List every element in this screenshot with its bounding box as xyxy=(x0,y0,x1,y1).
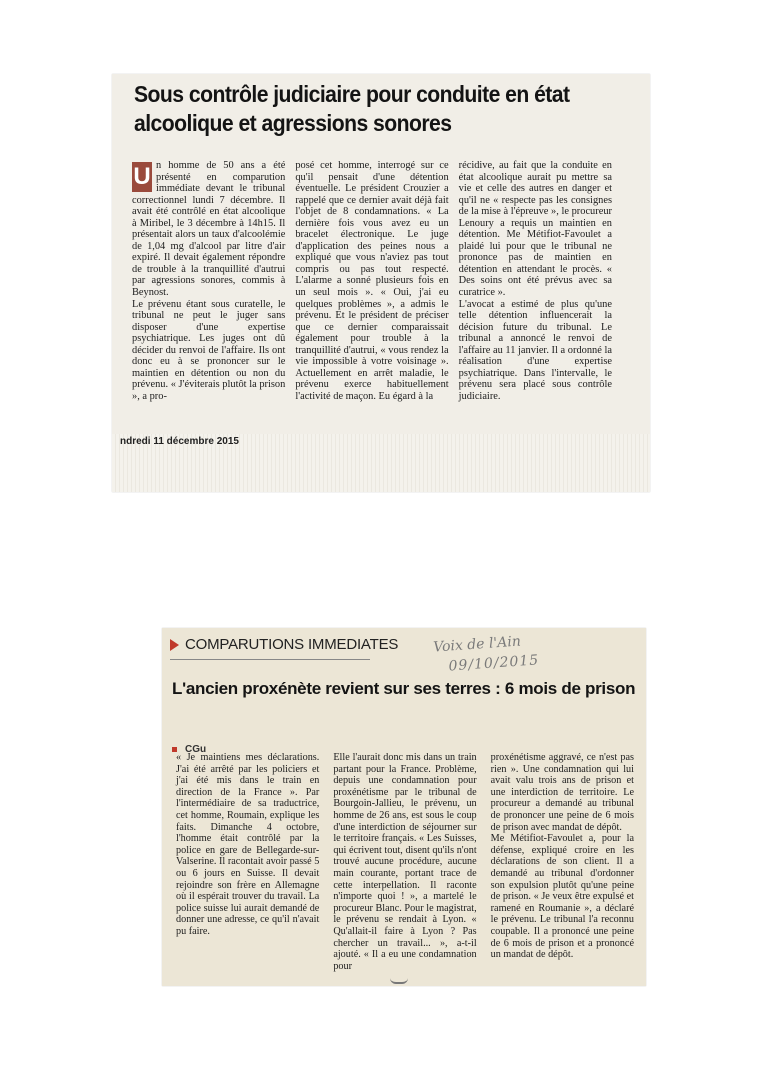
article2-column-2 xyxy=(333,752,476,972)
article1-headline: Sous contrôle judiciaire pour conduite en état alcoolique et agressions sonores xyxy=(134,81,570,136)
handwritten-date: 09/10/2015 xyxy=(448,652,540,675)
article1-column-3 xyxy=(459,160,612,402)
article2-paragraph: proxénétisme aggravé, ce n'est pas rien ». Une condamnation qui lui avait valu trois ans de prison et une interdiction de territoire. Le procureur a demandé au tribunal de prononcer une peine de 6 mois de prison avec mandat de dépôt. xyxy=(490,752,634,833)
article-clipping-2 xyxy=(162,628,646,986)
article1-column-2 xyxy=(295,160,448,402)
byline-author: CGu xyxy=(185,744,207,755)
article2-paragraph: Me Métifiot-Favoulet a, pour la défense, expliqué croire en les déclarations de son client. Il a demandé au tribunal d'ordonner son expulsion plutôt qu'une peine de prison. « Je veux être expulsé et ramené en Roumanie », a déclaré le prévenu. Le tribunal l'a reconnu coupable. Il a prononcé une peine de 6 mois de prison et a prononcé un mandat de dépôt. xyxy=(490,833,634,961)
article-clipping-1 xyxy=(112,74,650,492)
article1-column-1 xyxy=(132,160,285,402)
article1-dateline: ndredi 11 décembre 2015 xyxy=(120,436,239,447)
article2-body xyxy=(176,752,634,972)
article2-paragraph: Elle l'aurait donc mis dans un train partant pour la France. Problème, depuis une condamnation pour proxénétisme par le tribunal de Bourgoin-Jallieu, le prévenu, un homme de 26 ans, est sous le coup d'une interdiction de séjourner sur le territoire français. « Les Suisses, qui écrivent tout, disent qu'ils n'ont trouvé aucune procédure, aucune main courante, portant trace de cette interpellation. Il raconte n'importe quoi ! », a martelé le procureur Blanc. Pour le magistrat, le prévenu se rendait à Lyon. « Qu'allait-il faire à Lyon ? Pas chercher un travail... », a-t-il ajouté. « Il a eu une condamnation pour xyxy=(333,752,477,972)
article2-rubric xyxy=(170,636,398,653)
rubric-divider xyxy=(170,659,370,660)
article1-paragraph: Le prévenu étant sous curatelle, le tribunal ne peut le juger sans disposer d'une expertise psychiatrique. Les juges ont dû décider du renvoi de l'affaire. Ils ont donc eu à se prononcer sur le maintien en détention ou non du prévenu. « J'éviterais plutôt la prison », a pro- xyxy=(132,298,286,402)
handwritten-source-note xyxy=(433,626,596,683)
rubric-arrow-icon xyxy=(170,639,179,651)
article2-headline: L'ancien proxénète revient sur ses terres : 6 mois de prison xyxy=(172,679,636,698)
pen-scribble-mark xyxy=(390,976,408,984)
handwritten-source: Voix de l'Ain xyxy=(432,633,522,656)
article2-column-3 xyxy=(491,752,634,972)
article1-paragraph: L'avocat a estimé de plus qu'une telle détention influencerait la décision future du tribunal. Le tribunal a annoncé le renvoi de l'affaire au 11 janvier. Il a ordonné la réalisation d'une expertise psychiatrique. Dans l'intervalle, le prévenu sera placé sous contrôle judiciaire. xyxy=(458,298,612,402)
article1-body xyxy=(132,160,612,402)
article2-column-1 xyxy=(176,752,319,972)
article1-dropcap: U xyxy=(133,163,151,190)
article1-paragraph: posé cet homme, interrogé sur ce qu'il pensait d'une détention éventuelle. Le président Crouzier a rappelé que ce dernier avait déjà fait l'objet de 8 condamnations. « La dernière fois vous avez eu un bracelet électronique. Le juge d'application des peines nous a expliqué que vous n'aviez pas tout compris ou pas tout respecté. L'alarme a sonné plusieurs fois en un seul mois ». « Oui, j'ai eu quelques problèmes », a admis le prévenu. Et le président de préciser que ce dernier comparaissait également pour trouble à la tranquillité d'autrui, « vous rendez la vie impossible à votre voisinage ». Actuellement en arrêt maladie, le prévenu exerce habituellement l'activité de maçon. Eu égard à la xyxy=(295,160,449,402)
rubric-label: COMPARUTIONS IMMEDIATES xyxy=(185,636,399,653)
article2-paragraph: « Je maintiens mes déclarations. J'ai été arrêté par les policiers et j'ai été mis dans le train en direction de la France ». Par l'intermédiaire de sa traductrice, cet homme, Roumain, explique les faits. Dimanche 4 octobre, l'homme était contrôlé par la police en gare de Bellegarde-sur-Valserine. Il racontait avoir passé 5 ou 6 jours en Suisse. Il devait rejoindre son frère en Allemagne où il espérait trouver du travail. La police suisse lui aurait demandé de donner une adresse, ce qu'il n'avait pu faire. xyxy=(176,752,320,937)
article1-paragraph: récidive, au fait que la conduite en état alcoolique aurait pu mettre sa vie et celle des autres en danger et qu'il ne « respecte pas les consignes de la mise à l'épreuve », le procureur Lenoury a requis un maintien en détention. Me Métifiot-Favoulet a plaidé lui pour que le tribunal ne prononce pas de maintien en détention en attendant le procès. « Des soins ont été prévus avec sa curatrice ». xyxy=(458,160,612,299)
article1-paragraph: n homme de 50 ans a été présenté en comparution immédiate devant le tribunal correctionnel lundi 7 décembre. Il avait été contrôlé en état alcoolique à Miribel, le 3 décembre à 14h15. Il présentait alors un taux d'alcoolémie de 1,04 mg d'alcool par litre d'air expiré. Il devait également répondre de trouble à la tranquillité d'autrui par agressions sonores, commis à Beynost. xyxy=(132,160,286,299)
